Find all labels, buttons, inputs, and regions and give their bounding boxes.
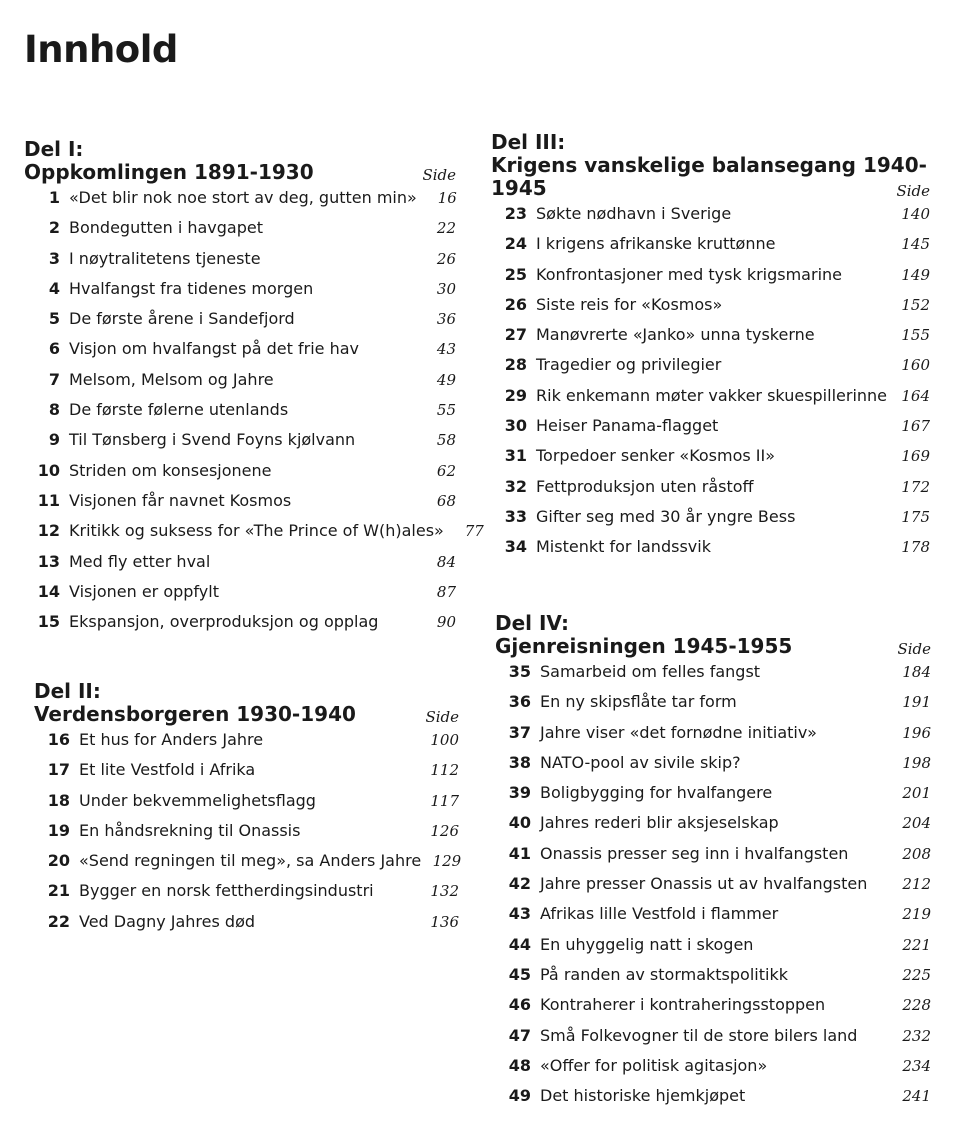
chapter-title: «Send regningen til meg», sa Anders Jahre (79, 851, 422, 871)
chapter-title: Boligbygging for hvalfangere (540, 783, 773, 803)
chapter-number: 48 (508, 1055, 531, 1075)
toc-entry (495, 723, 931, 753)
part-4-section (495, 612, 931, 1116)
toc-entry (491, 265, 930, 295)
chapter-number: 44 (508, 934, 531, 954)
chapter-title: Til Tønsberg i Svend Foyns kjølvann (69, 430, 356, 450)
chapter-page-number: 140 (901, 205, 930, 223)
toc-entry (491, 355, 930, 385)
toc-entry (495, 1086, 931, 1116)
chapter-title: Melsom, Melsom og Jahre (69, 369, 274, 389)
part-title: Verdensborgeren 1930-1940 (34, 702, 356, 726)
toc-entry (491, 416, 930, 446)
chapter-page-number: 55 (436, 401, 456, 420)
chapter-title: NATO-pool av sivile skip? (540, 752, 741, 772)
chapter-title: Konfrontasjoner med tysk krigsmarine (536, 264, 842, 284)
toc-entry (491, 477, 930, 507)
chapter-number: 10 (37, 460, 60, 480)
chapter-title: De første følerne utenlands (69, 400, 289, 420)
toc-entry (495, 813, 931, 843)
toc-entry (24, 582, 456, 612)
chapter-title: De første årene i Sandefjord (69, 309, 295, 329)
chapter-title: Torpedoer senker «Kosmos II» (536, 446, 776, 466)
chapter-page-number: 241 (902, 1087, 931, 1106)
chapter-page-number: 225 (902, 965, 931, 984)
chapter-title: Jahre viser «det fornødne initiativ» (540, 722, 817, 742)
chapter-number: 35 (508, 662, 531, 681)
toc-entry (491, 325, 930, 355)
chapter-page-number: 234 (902, 1056, 931, 1075)
chapter-title: Afrikas lille Vestfold i flammer (540, 904, 779, 924)
chapter-number: 12 (37, 521, 60, 541)
chapter-title: Et hus for Anders Jahre (79, 730, 264, 749)
toc-entry (24, 430, 456, 460)
chapter-list (495, 662, 931, 1116)
chapter-number: 32 (504, 476, 527, 496)
chapter-page-number: 160 (901, 356, 930, 375)
part-title: Oppkomlingen 1891-1930 (24, 160, 314, 184)
chapter-number: 36 (508, 692, 531, 712)
side-column-label: Side (896, 182, 930, 200)
toc-entry (495, 662, 931, 692)
chapter-title: I krigens afrikanske kruttønne (536, 234, 776, 254)
chapter-title: Jahre presser Onassis ut av hvalfangsten (540, 874, 868, 894)
toc-entry (34, 791, 459, 821)
chapter-page-number: 191 (902, 693, 931, 712)
chapter-page-number: 43 (436, 340, 456, 359)
chapter-number: 20 (47, 851, 70, 871)
chapter-number: 33 (504, 506, 527, 526)
chapter-number: 5 (48, 309, 60, 329)
chapter-page-number: 49 (436, 370, 456, 389)
part-title: Krigens vanskelige balansegang 1940-1945 (491, 153, 927, 200)
chapter-number: 21 (47, 881, 70, 901)
chapter-page-number: 117 (430, 791, 459, 810)
chapter-page-number: 68 (436, 491, 456, 510)
chapter-title: Ekspansjon, overproduksjon og opplag (69, 612, 379, 632)
chapter-title: Søkte nødhavn i Sverige (536, 204, 732, 223)
chapter-title: Bygger en norsk fettherdingsindustri (79, 881, 374, 901)
chapter-title: Med fly etter hval (69, 551, 211, 571)
part-2-section (34, 679, 462, 942)
chapter-page-number: 155 (901, 326, 930, 345)
toc-entry (495, 844, 931, 874)
chapter-number: 8 (48, 400, 60, 420)
chapter-number: 6 (48, 339, 60, 359)
chapter-title: Onassis presser seg inn i hvalfangsten (540, 843, 849, 863)
toc-entry (34, 821, 459, 851)
part-header (491, 131, 930, 200)
toc-entry (495, 995, 931, 1025)
chapter-number: 26 (504, 294, 527, 314)
chapter-title: Jahres rederi blir aksjeselskap (540, 813, 779, 833)
chapter-number: 43 (508, 904, 531, 924)
chapter-page-number: 208 (902, 844, 931, 863)
toc-entry (495, 935, 931, 965)
chapter-number: 46 (508, 995, 531, 1015)
chapter-title: Bondegutten i havgapet (69, 218, 263, 238)
chapter-page-number: 212 (902, 875, 931, 894)
side-column-label: Side (425, 708, 459, 726)
chapter-number: 30 (504, 416, 527, 436)
chapter-page-number: 100 (430, 731, 459, 749)
toc-entry (24, 279, 456, 309)
chapter-number: 24 (504, 234, 527, 254)
chapter-page-number: 221 (902, 935, 931, 954)
chapter-page-number: 196 (902, 723, 931, 742)
chapter-number: 28 (504, 355, 527, 375)
chapter-page-number: 232 (902, 1026, 931, 1045)
toc-entry (495, 965, 931, 995)
chapter-title: Under bekvemmelighetsflagg (79, 790, 316, 810)
toc-entry (24, 461, 456, 491)
toc-entry (24, 612, 456, 642)
chapter-page-number: 169 (901, 447, 930, 466)
toc-entry (24, 339, 456, 369)
chapter-number: 14 (37, 581, 60, 601)
chapter-number: 17 (47, 760, 70, 780)
chapter-number: 29 (504, 385, 527, 405)
toc-entry (495, 904, 931, 934)
chapter-title: Visjon om hvalfangst på det frie hav (69, 339, 359, 359)
chapter-page-number: 149 (901, 265, 930, 284)
chapter-title: Visjonen får navnet Kosmos (69, 490, 292, 510)
chapter-number: 38 (508, 752, 531, 772)
chapter-page-number: 26 (436, 249, 456, 268)
chapter-number: 23 (504, 204, 527, 223)
chapter-list (34, 730, 462, 942)
chapter-page-number: 201 (902, 784, 931, 803)
toc-entry (491, 507, 930, 537)
chapter-title: Visjonen er oppfylt (69, 581, 219, 601)
part-title: Gjenreisningen 1945-1955 (495, 634, 793, 658)
chapter-title: Små Folkevogner til de store bilers land (540, 1025, 858, 1045)
chapter-page-number: 178 (901, 538, 930, 557)
chapter-number: 2 (48, 218, 60, 238)
chapter-title: Ved Dagny Jahres død (79, 911, 256, 931)
chapter-page-number: 184 (902, 663, 931, 681)
chapter-number: 31 (504, 446, 527, 466)
toc-entry (24, 249, 456, 279)
chapter-page-number: 62 (436, 461, 456, 480)
toc-entry (491, 295, 930, 325)
toc-entry (491, 234, 930, 264)
chapter-page-number: 198 (902, 753, 931, 772)
chapter-page-number: 145 (901, 235, 930, 254)
chapter-title: Kontraherer i kontraheringsstoppen (540, 995, 826, 1015)
chapter-page-number: 164 (901, 386, 930, 405)
toc-entry (495, 1056, 931, 1086)
chapter-page-number: 84 (436, 552, 456, 571)
chapter-page-number: 132 (430, 882, 459, 901)
chapter-number: 22 (47, 911, 70, 931)
toc-entry (491, 446, 930, 476)
chapter-page-number: 167 (901, 417, 930, 436)
chapter-title: Manøvrerte «Janko» unna tyskerne (536, 325, 815, 345)
toc-entry (34, 760, 459, 790)
chapter-number: 1 (48, 188, 60, 207)
chapter-page-number: 129 (432, 852, 462, 871)
chapter-number: 49 (508, 1086, 531, 1106)
chapter-number: 34 (504, 537, 527, 557)
chapter-title: Et lite Vestfold i Afrika (79, 760, 256, 780)
chapter-number: 25 (504, 264, 527, 284)
side-column-label: Side (897, 640, 931, 658)
chapter-title: «Offer for politisk agitasjon» (540, 1055, 768, 1075)
chapter-number: 19 (47, 820, 70, 840)
toc-entry (24, 309, 456, 339)
chapter-page-number: 112 (430, 761, 459, 780)
chapter-title: Striden om konsesjonene (69, 460, 272, 480)
chapter-number: 41 (508, 843, 531, 863)
chapter-number: 7 (48, 369, 60, 389)
toc-entry (491, 204, 930, 234)
chapter-page-number: 204 (902, 814, 931, 833)
chapter-number: 9 (48, 430, 60, 450)
chapter-number: 39 (508, 783, 531, 803)
side-column-label: Side (422, 166, 456, 184)
chapter-title: Tragedier og privilegier (536, 355, 722, 375)
toc-entry (495, 874, 931, 904)
chapter-title: Heiser Panama-flagget (536, 416, 719, 436)
toc-entry (495, 783, 931, 813)
toc-entry (491, 386, 930, 416)
part-header (34, 680, 459, 726)
toc-entry (24, 218, 456, 248)
part-label: Del I: (24, 137, 84, 161)
chapter-page-number: 77 (464, 522, 484, 541)
chapter-number: 47 (508, 1025, 531, 1045)
part-1-section (24, 137, 484, 642)
page-title: Innhold (24, 28, 178, 71)
part-label: Del II: (34, 679, 101, 703)
chapter-page-number: 228 (902, 996, 931, 1015)
chapter-page-number: 30 (436, 279, 456, 298)
chapter-number: 16 (47, 730, 70, 749)
chapter-number: 45 (508, 964, 531, 984)
chapter-title: Fettproduksjon uten råstoff (536, 476, 754, 496)
toc-entry (24, 370, 456, 400)
chapter-title: Siste reis for «Kosmos» (536, 294, 723, 314)
chapter-number: 13 (37, 551, 60, 571)
chapter-page-number: 126 (430, 821, 459, 840)
toc-entry (24, 552, 456, 582)
chapter-number: 11 (37, 490, 60, 510)
chapter-page-number: 90 (436, 613, 456, 632)
toc-entry (34, 730, 459, 760)
chapter-number: 18 (47, 790, 70, 810)
chapter-page-number: 175 (901, 507, 930, 526)
chapter-number: 3 (48, 248, 60, 268)
chapter-page-number: 22 (436, 219, 456, 238)
chapter-number: 42 (508, 874, 531, 894)
toc-entry (24, 400, 456, 430)
part-header (495, 612, 931, 658)
chapter-title: Gifter seg med 30 år yngre Bess (536, 506, 796, 526)
toc-entry (495, 692, 931, 722)
chapter-title: En ny skipsflåte tar form (540, 692, 737, 712)
chapter-title: Kritikk og suksess for «The Prince of W(h)ales» (69, 521, 444, 541)
toc-entry (495, 753, 931, 783)
chapter-page-number: 172 (901, 477, 930, 496)
chapter-page-number: 16 (437, 189, 457, 207)
chapter-title: På randen av stormaktspolitikk (540, 964, 788, 984)
chapter-title: Det historiske hjemkjøpet (540, 1086, 746, 1106)
chapter-number: 4 (48, 278, 60, 298)
chapter-page-number: 36 (436, 310, 456, 329)
chapter-page-number: 58 (436, 431, 456, 450)
chapter-title: Mistenkt for landssvik (536, 537, 711, 557)
toc-entry (34, 851, 462, 881)
chapter-number: 40 (508, 813, 531, 833)
chapter-number: 15 (37, 612, 60, 632)
chapter-title: En håndsrekning til Onassis (79, 820, 301, 840)
toc-entry (24, 188, 456, 218)
chapter-title: Hvalfangst fra tidenes morgen (69, 278, 314, 298)
toc-entry (34, 881, 459, 911)
toc-entry (24, 521, 484, 551)
chapter-title: Samarbeid om felles fangst (540, 662, 761, 681)
part-header (24, 138, 456, 184)
part-label: Del III: (491, 130, 566, 154)
toc-entry (495, 1026, 931, 1056)
chapter-list (24, 188, 484, 642)
toc-entry (491, 537, 930, 567)
chapter-page-number: 87 (436, 582, 456, 601)
chapter-title: Rik enkemann møter vakker skuespillerinne (536, 385, 888, 405)
chapter-title: En uhyggelig natt i skogen (540, 934, 754, 954)
chapter-page-number: 219 (902, 905, 931, 924)
chapter-number: 37 (508, 722, 531, 742)
part-3-section (491, 131, 930, 568)
chapter-list (491, 204, 930, 568)
chapter-number: 27 (504, 325, 527, 345)
chapter-title: «Det blir nok noe stort av deg, gutten min» (69, 188, 417, 207)
chapter-title: I nøytralitetens tjeneste (69, 248, 261, 268)
chapter-page-number: 152 (901, 295, 930, 314)
part-label: Del IV: (495, 611, 570, 635)
toc-entry (34, 912, 459, 942)
toc-entry (24, 491, 456, 521)
chapter-page-number: 136 (430, 912, 459, 931)
